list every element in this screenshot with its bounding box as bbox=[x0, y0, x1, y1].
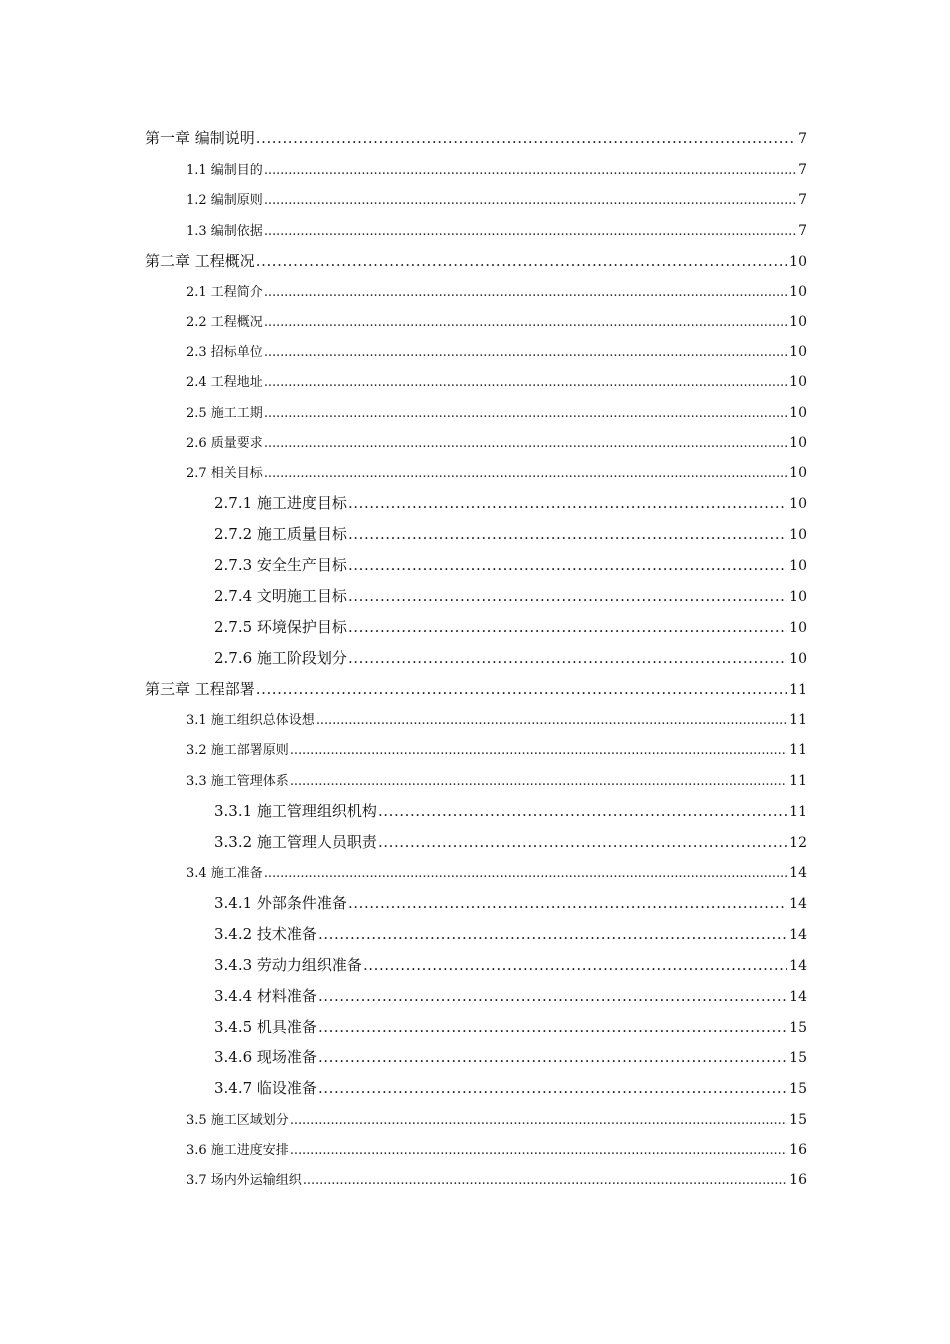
toc-entry-label: 1.1 编制目的 bbox=[186, 163, 263, 178]
dot-leader bbox=[289, 743, 787, 758]
dot-leader bbox=[317, 1018, 787, 1036]
dot-leader bbox=[347, 649, 787, 667]
toc-entry[interactable] bbox=[0, 159, 807, 178]
toc-entry-page: 15 bbox=[789, 1081, 807, 1097]
toc-entry-page: 10 bbox=[789, 254, 807, 270]
toc-entry[interactable] bbox=[0, 1139, 807, 1158]
toc-entry-label: 2.3 招标单位 bbox=[186, 345, 263, 360]
toc-entry-label: 2.7.2 施工质量目标 bbox=[214, 525, 347, 543]
toc-entry-label: 3.4.3 劳动力组织准备 bbox=[214, 956, 362, 974]
toc-entry-label: 3.4.5 机具准备 bbox=[214, 1018, 317, 1036]
dot-leader bbox=[263, 436, 787, 451]
toc-entry-label: 第一章 编制说明 bbox=[145, 129, 255, 147]
toc-entry-label: 1.2 编制原则 bbox=[186, 193, 263, 208]
toc-entry-page: 15 bbox=[789, 1112, 807, 1128]
toc-entry-label: 3.4.1 外部条件准备 bbox=[214, 894, 347, 912]
toc-entry-label: 2.7.4 文明施工目标 bbox=[214, 587, 347, 605]
toc-entry-label: 第二章 工程概况 bbox=[145, 252, 255, 270]
toc-entry-page: 10 bbox=[789, 496, 807, 512]
dot-leader bbox=[302, 1173, 787, 1188]
toc-entry-label: 3.2 施工部署原则 bbox=[186, 743, 289, 758]
toc-entry-page: 10 bbox=[789, 284, 807, 300]
toc-entry[interactable] bbox=[0, 862, 807, 881]
toc-entry[interactable] bbox=[0, 1077, 807, 1098]
toc-entry[interactable] bbox=[0, 311, 807, 330]
toc-entry-page: 7 bbox=[798, 131, 807, 147]
toc-entry-label: 2.1 工程简介 bbox=[186, 285, 263, 300]
dot-leader bbox=[347, 556, 787, 574]
toc-entry[interactable] bbox=[0, 647, 807, 668]
dot-leader bbox=[317, 1048, 787, 1066]
toc-entry-label: 1.3 编制依据 bbox=[186, 224, 263, 239]
dot-leader bbox=[263, 285, 787, 300]
toc-entry[interactable] bbox=[0, 800, 807, 821]
dot-leader bbox=[255, 252, 787, 270]
toc-entry-label: 3.3.1 施工管理组织机构 bbox=[214, 802, 377, 820]
toc-entry-label: 2.7.1 施工进度目标 bbox=[214, 494, 347, 512]
toc-entry-label: 3.1 施工组织总体设想 bbox=[186, 713, 315, 728]
toc-entry-page: 7 bbox=[798, 162, 807, 178]
toc-entry-page: 15 bbox=[789, 1020, 807, 1036]
toc-entry-page: 14 bbox=[789, 958, 807, 974]
toc-entry-page: 11 bbox=[789, 804, 807, 820]
dot-leader bbox=[263, 163, 796, 178]
toc-entry-label: 3.6 施工进度安排 bbox=[186, 1143, 289, 1158]
toc-entry[interactable] bbox=[0, 250, 807, 271]
toc-entry-label: 第三章 工程部署 bbox=[145, 680, 255, 698]
dot-leader bbox=[263, 345, 787, 360]
dot-leader bbox=[347, 894, 787, 912]
toc-entry[interactable] bbox=[0, 402, 807, 421]
toc-entry[interactable] bbox=[0, 1016, 807, 1037]
dot-leader bbox=[263, 193, 796, 208]
dot-leader bbox=[347, 587, 787, 605]
toc-entry[interactable] bbox=[0, 1109, 807, 1128]
dot-leader bbox=[263, 375, 787, 390]
toc-entry-page: 16 bbox=[789, 1142, 807, 1158]
toc-entry[interactable] bbox=[0, 709, 807, 728]
toc-entry-page: 7 bbox=[798, 223, 807, 239]
toc-entry[interactable] bbox=[0, 127, 807, 148]
dot-leader bbox=[255, 680, 787, 698]
toc-entry-page: 10 bbox=[789, 589, 807, 605]
toc-entry-label: 3.4.2 技术准备 bbox=[214, 925, 317, 943]
toc-entry-page: 10 bbox=[789, 465, 807, 481]
toc-entry-page: 14 bbox=[789, 989, 807, 1005]
dot-leader bbox=[347, 618, 787, 636]
dot-leader bbox=[362, 956, 787, 974]
dot-leader bbox=[255, 129, 796, 147]
toc-entry-page: 10 bbox=[789, 558, 807, 574]
toc-entry-label: 2.7.5 环境保护目标 bbox=[214, 618, 347, 636]
toc-entry-page: 11 bbox=[789, 742, 807, 758]
dot-leader bbox=[377, 833, 787, 851]
toc-entry[interactable] bbox=[0, 523, 807, 544]
toc-entry[interactable] bbox=[0, 341, 807, 360]
dot-leader bbox=[317, 1079, 787, 1097]
toc-entry-label: 3.3.2 施工管理人员职责 bbox=[214, 833, 377, 851]
toc-entry-page: 10 bbox=[789, 314, 807, 330]
toc-entry[interactable] bbox=[0, 371, 807, 390]
toc-entry-page: 10 bbox=[789, 374, 807, 390]
dot-leader bbox=[347, 525, 787, 543]
toc-entry-page: 14 bbox=[789, 865, 807, 881]
toc-entry-label: 3.3 施工管理体系 bbox=[186, 774, 289, 789]
toc-entry-page: 12 bbox=[789, 835, 807, 851]
dot-leader bbox=[263, 466, 787, 481]
toc-entry[interactable] bbox=[0, 739, 807, 758]
toc-entry[interactable] bbox=[0, 220, 807, 239]
dot-leader bbox=[263, 406, 787, 421]
toc-entry-label: 3.4 施工准备 bbox=[186, 866, 263, 881]
toc-entry-label: 3.7 场内外运输组织 bbox=[186, 1173, 302, 1188]
dot-leader bbox=[289, 1143, 787, 1158]
toc-entry-page: 15 bbox=[789, 1050, 807, 1066]
toc-entry-label: 3.4.4 材料准备 bbox=[214, 987, 317, 1005]
toc-entry-label: 3.4.7 临设准备 bbox=[214, 1079, 317, 1097]
toc-entry[interactable] bbox=[0, 585, 807, 606]
toc-entry-page: 14 bbox=[789, 896, 807, 912]
dot-leader bbox=[289, 774, 787, 789]
toc-entry-page: 11 bbox=[789, 712, 807, 728]
toc-entry[interactable] bbox=[0, 432, 807, 451]
toc-entry-label: 3.4.6 现场准备 bbox=[214, 1048, 317, 1066]
toc-entry[interactable] bbox=[0, 892, 807, 913]
toc-entry[interactable] bbox=[0, 1046, 807, 1067]
toc-entry-page: 16 bbox=[789, 1172, 807, 1188]
toc-entry-page: 14 bbox=[789, 927, 807, 943]
toc-entry[interactable] bbox=[0, 462, 807, 481]
toc-entry-label: 2.7 相关目标 bbox=[186, 466, 263, 481]
dot-leader bbox=[263, 224, 796, 239]
toc-entry-page: 10 bbox=[789, 651, 807, 667]
toc-entry-page: 7 bbox=[798, 192, 807, 208]
toc-entry[interactable] bbox=[0, 770, 807, 789]
toc-entry-page: 11 bbox=[789, 773, 807, 789]
toc-entry-label: 2.7.6 施工阶段划分 bbox=[214, 649, 347, 667]
toc-entry[interactable] bbox=[0, 281, 807, 300]
toc-entry-label: 2.4 工程地址 bbox=[186, 375, 263, 390]
dot-leader bbox=[263, 315, 787, 330]
toc-entry[interactable] bbox=[0, 985, 807, 1006]
toc-entry[interactable] bbox=[0, 923, 807, 944]
toc-entry-page: 10 bbox=[789, 527, 807, 543]
toc-entry-label: 2.6 质量要求 bbox=[186, 436, 263, 451]
toc-entry[interactable] bbox=[0, 616, 807, 637]
toc-entry-label: 3.5 施工区域划分 bbox=[186, 1113, 289, 1128]
dot-leader bbox=[315, 713, 787, 728]
dot-leader bbox=[317, 925, 787, 943]
toc-entry-page: 11 bbox=[789, 682, 807, 698]
toc-entry-label: 2.2 工程概况 bbox=[186, 315, 263, 330]
toc-entry[interactable] bbox=[0, 678, 807, 699]
toc-entry[interactable] bbox=[0, 492, 807, 513]
toc-entry-page: 10 bbox=[789, 344, 807, 360]
toc-entry-page: 10 bbox=[789, 620, 807, 636]
dot-leader bbox=[347, 494, 787, 512]
dot-leader bbox=[289, 1113, 787, 1128]
toc-entry[interactable] bbox=[0, 831, 807, 852]
toc-entry-label: 2.5 施工工期 bbox=[186, 406, 263, 421]
toc-entry[interactable] bbox=[0, 954, 807, 975]
dot-leader bbox=[263, 866, 787, 881]
toc-entry[interactable] bbox=[0, 189, 807, 208]
dot-leader bbox=[377, 802, 787, 820]
toc-entry-label: 2.7.3 安全生产目标 bbox=[214, 556, 347, 574]
toc-entry[interactable] bbox=[0, 1169, 807, 1188]
toc-entry[interactable] bbox=[0, 554, 807, 575]
toc-entry-page: 10 bbox=[789, 435, 807, 451]
toc-entry-page: 10 bbox=[789, 405, 807, 421]
dot-leader bbox=[317, 987, 787, 1005]
